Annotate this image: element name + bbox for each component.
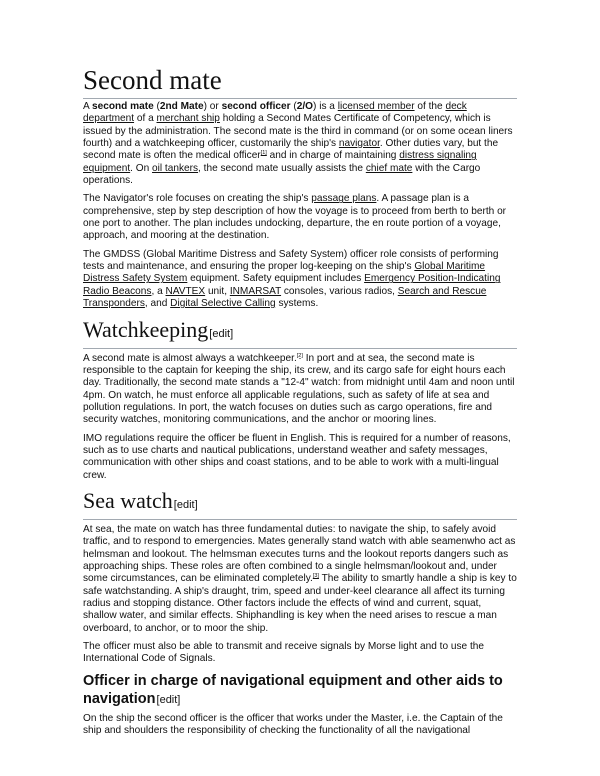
bold-term: 2nd Mate [159, 101, 204, 112]
text: , and [144, 298, 171, 310]
heading-text: Sea watch [83, 487, 173, 513]
text: , the second mate usually assists the [198, 162, 366, 174]
text: consoles, various radios, [281, 285, 398, 297]
text: At sea, the mate on watch has three fundamental duties: to navigate the ship, to safely avoid traffic, and to respond to emergencies. Mates generally stand watch with able seamenwho act as helmsman and lookout. The helmsman executes turns and the lookout reports dangers such as approaching ships. These roles are often combined to a single helmsman/lookout and, under some circumstances, can be eliminated completely. [83, 523, 516, 585]
text: and in charge of maintaining [266, 150, 400, 162]
bold-term: second officer [221, 101, 291, 112]
edit-link[interactable]: [edit] [209, 327, 234, 340]
text: of a [134, 113, 157, 125]
text: A second mate is almost always a watchkeeper. [83, 352, 297, 364]
text: A [83, 101, 92, 112]
watchkeeping-paragraph-2: IMO regulations require the officer be fluent in English. This is required for a number of reasons, such as to use charts and nautical publications, understand weather and safety messages, communication with other ships and coast stations, and to be able to work with a multi-lingual crew. [83, 432, 511, 481]
officer-paragraph: On the ship the second officer is the officer that works under the Master, i.e. the Captain of the ship and shoulders the responsibility of checking the functionality of all the navigational [83, 712, 503, 737]
text: ) or [203, 101, 222, 112]
citation-link[interactable]: [3] [312, 573, 319, 580]
text: holding a Second Mates Certificate of Competency, which is issued by the administration. The second mate is the third in command (or on some ocean liners fourth) and a watchkeeping officer, customarily the ship's [83, 113, 513, 150]
text: equipment. Safety equipment includes [187, 273, 365, 285]
text: . A passage plan is a comprehensive, step by step description of how the voyage is to proceed from berth to berth or one port to another. The plan includes undocking, departure, the en route portion of a voyage, approach, and mooring at the destination. [83, 193, 507, 242]
text: The GMDSS (Global Maritime Distress and Safety System) officer role consists of performing tests and maintenance, and ensuring the proper log-keeping on the ship's [83, 248, 499, 273]
heading-text: Watchkeeping [83, 316, 209, 342]
section-heading-sea-watch [83, 488, 517, 520]
text: . On [130, 162, 153, 174]
citation-link[interactable]: [1] [260, 150, 267, 157]
text: with the Cargo operations. [83, 162, 481, 187]
text: of the [414, 101, 446, 112]
text: The ability to smartly handle a ship is key to safe watchstanding. A ship's draught, trim, speed and under-keel clearance all affect its turning radius and stopping distance. Other factors include the effects of wind and current, squat, shallow water, and similar effects. Shiphandling is key when the need arises to rescue a man overboard, to anchor, or to moor the ship. [83, 573, 517, 634]
link-navigator[interactable]: navigator [338, 138, 380, 150]
link-oil-tankers[interactable]: oil tankers [152, 162, 199, 174]
sea-watch-paragraph-1 [83, 524, 517, 635]
link-gmdss[interactable]: Global Maritime Distress Safety System [83, 261, 486, 285]
intro-paragraph [83, 101, 517, 187]
sea-watch-paragraph-2: The officer must also be able to transmit and receive signals by Morse light and to use the International Code of Signals. [83, 641, 484, 665]
text: systems. [275, 298, 319, 310]
link-navtex[interactable]: NAVTEX [165, 285, 206, 297]
bold-term: 2/O [296, 101, 314, 112]
navigator-paragraph [83, 193, 517, 242]
text: . Other duties vary, but the second mate is often the medical officer [83, 138, 499, 162]
edit-link[interactable]: [edit] [173, 498, 198, 511]
link-dsc[interactable]: Digital Selective Calling [170, 298, 276, 310]
citation-link[interactable]: [2] [296, 352, 303, 359]
link-merchant-ship[interactable]: merchant ship [156, 113, 220, 125]
text: unit, [205, 285, 230, 297]
gmdss-paragraph [83, 249, 517, 311]
bold-term: second mate [91, 101, 154, 112]
link-passage-plans[interactable]: passage plans [311, 193, 377, 205]
article [83, 64, 517, 743]
text: ( [153, 101, 160, 112]
edit-link[interactable]: [edit] [156, 693, 181, 706]
text: The Navigator's role focuses on creating the ship's [83, 193, 312, 205]
text: , a [151, 285, 166, 297]
text: In port and at sea, the second mate is responsible to the captain for keeping the ship, its crew, and its cargo safe for eight hours each day. Traditionally, the second mate stands a "12-4" watch: from midnight until 4am and noon until 4pm. On watch, he must enforce all applicable regulations, such as safety of life at sea and pollution regulations. In port, the watch focuses on duties such as cargo operations, fire and security watches, monitoring communications, and the anchor or mooring lines. [83, 352, 515, 426]
link-distress-signaling-equipment[interactable]: distress signaling equipment [83, 150, 477, 174]
link-licensed-member[interactable]: licensed member [337, 101, 415, 112]
link-chief-mate[interactable]: chief mate [365, 162, 413, 174]
section-heading-navigational-equipment [83, 672, 517, 709]
page-title: Second mate [83, 64, 517, 99]
link-deck-department[interactable]: deck department [83, 101, 467, 125]
text: ( [290, 101, 297, 112]
link-sart[interactable]: Search and Rescue Transponders [83, 285, 487, 310]
link-inmarsat[interactable]: INMARSAT [229, 285, 282, 297]
link-epirb[interactable]: Emergency Position-Indicating Radio Beacons [83, 273, 501, 297]
section-heading-watchkeeping [83, 317, 517, 349]
heading-text: Officer in charge of navigational equipment and other aids to navigation [83, 672, 503, 707]
watchkeeping-paragraph-1 [83, 353, 517, 427]
text: ) is a [313, 101, 338, 112]
